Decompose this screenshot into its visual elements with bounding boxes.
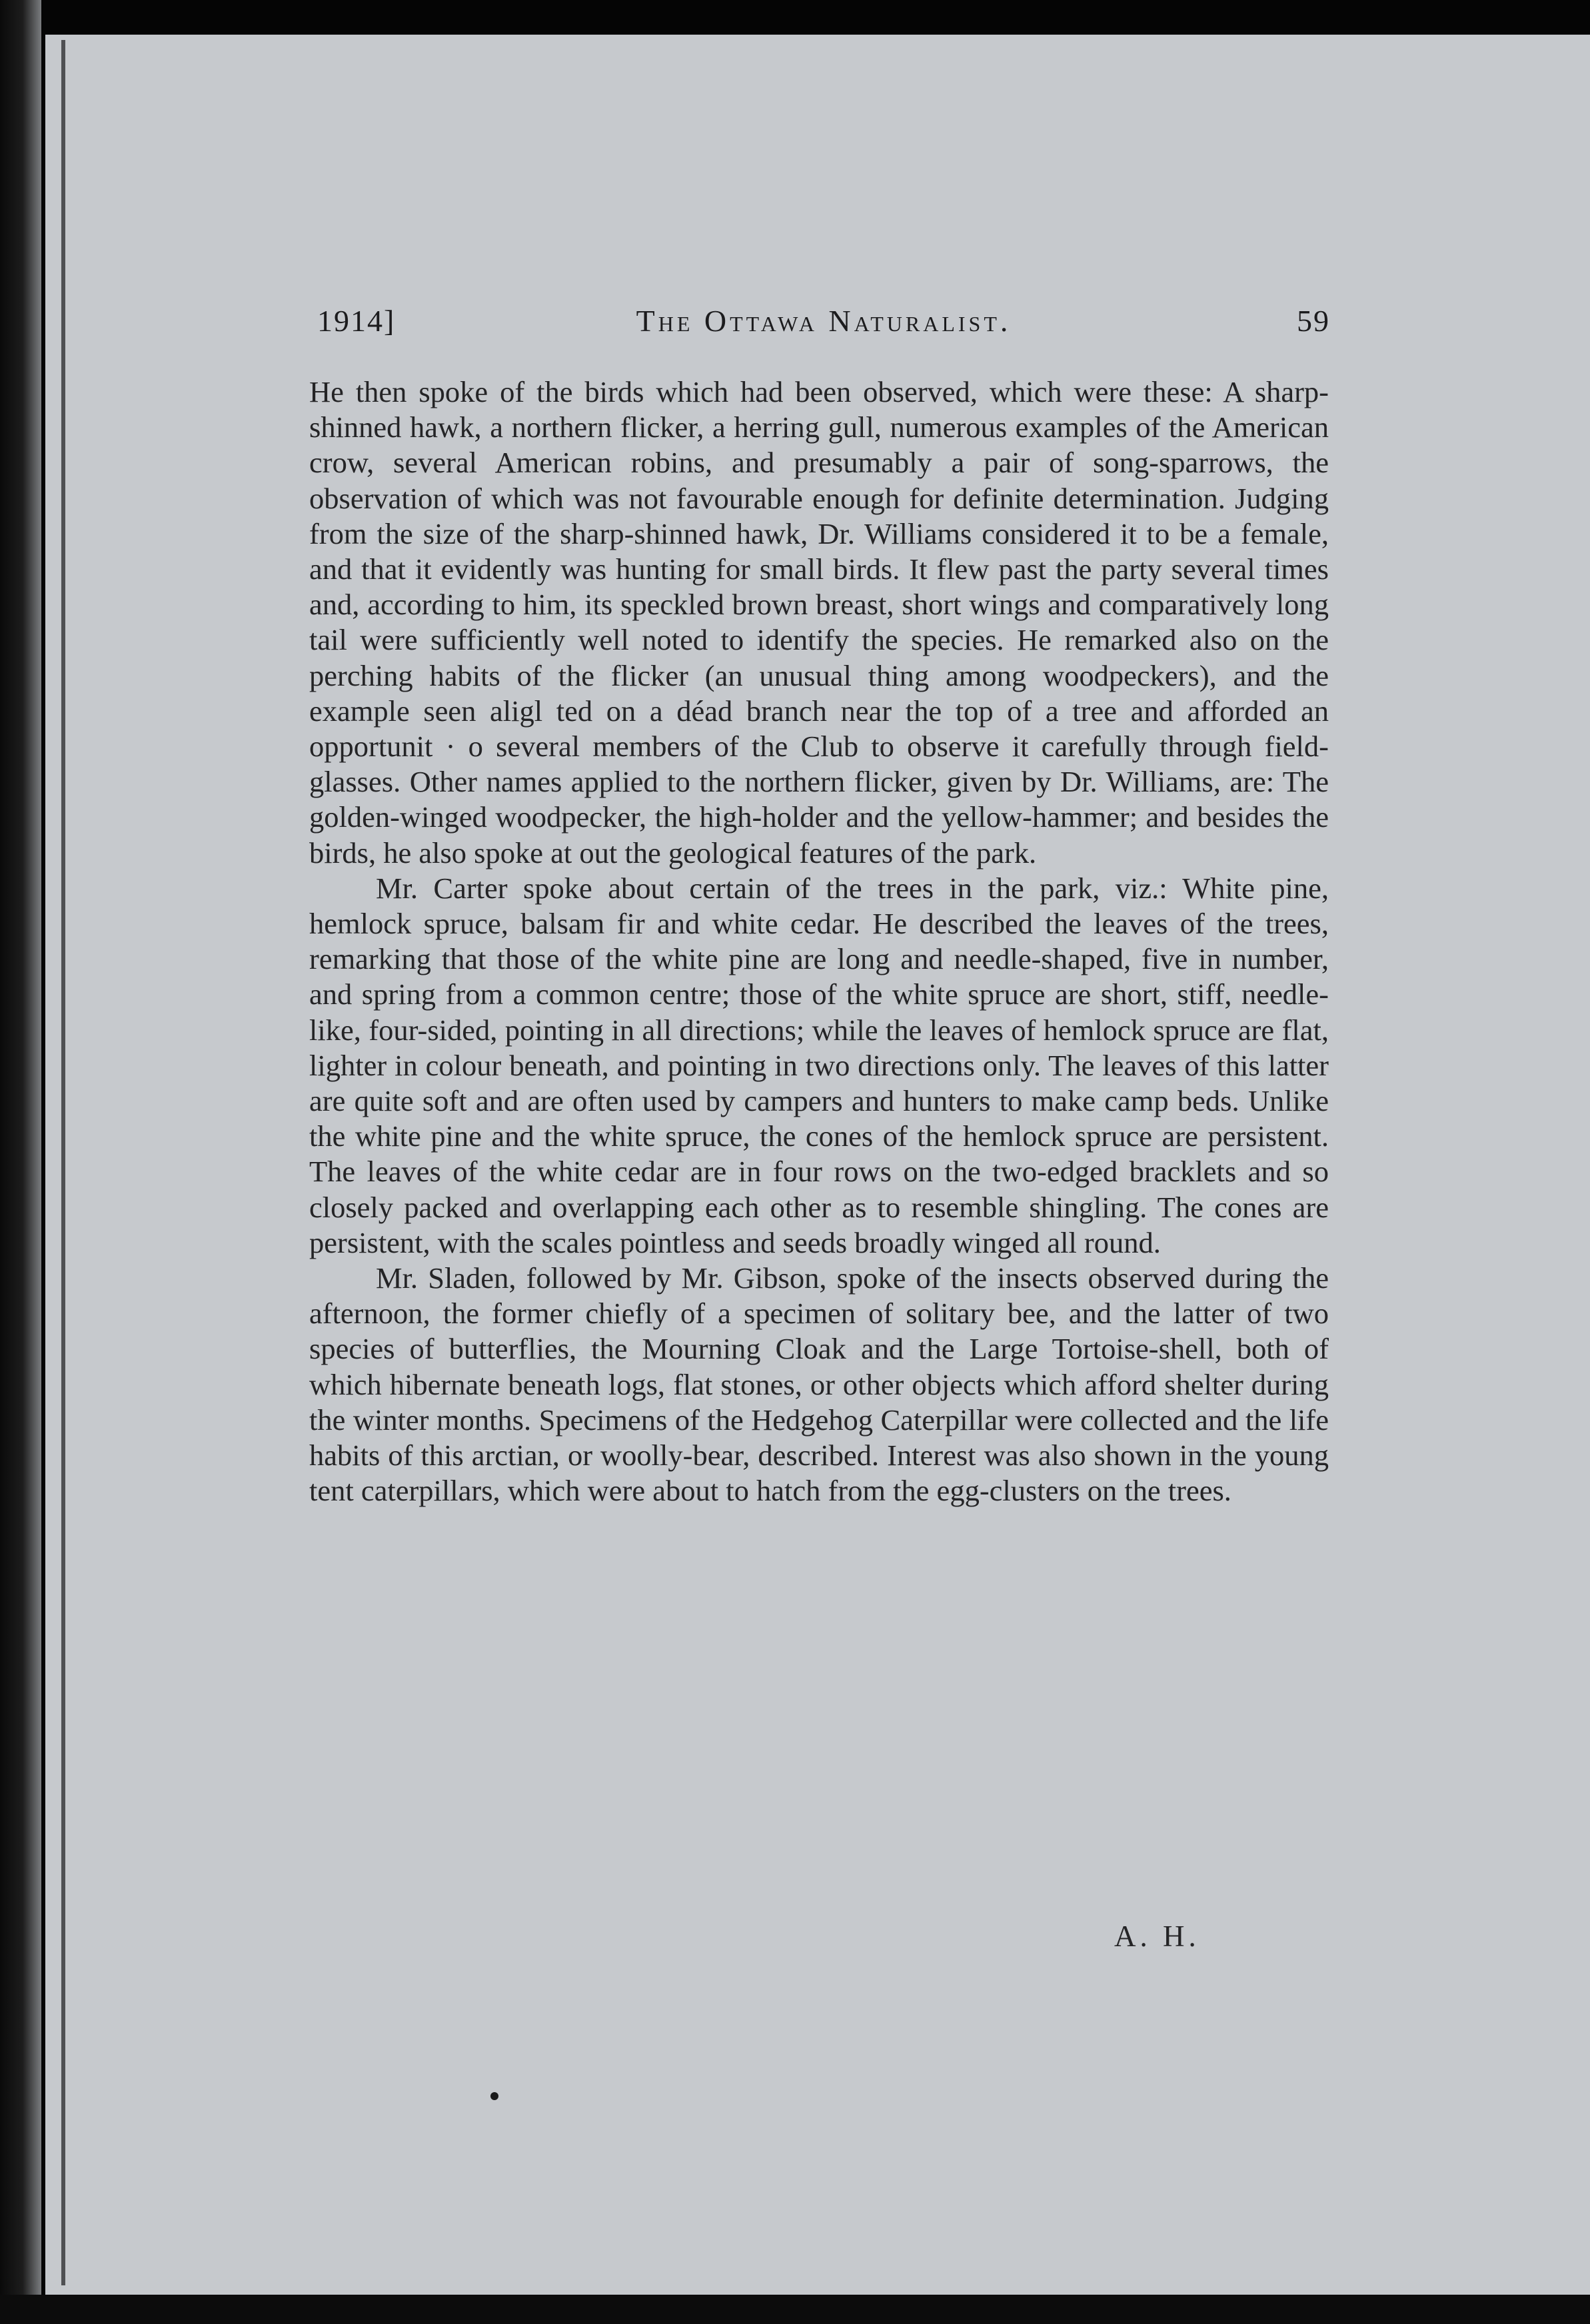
author-signature: A. H. [1114,1920,1200,1953]
page-number: 59 [1297,304,1330,338]
journal-title: The Ottawa Naturalist. [636,304,1012,338]
running-header [317,303,1330,350]
header-year: 1914] [317,304,396,338]
paragraph-trees: Mr. Carter spoke about certain of the trees in the park, viz.: White pine, hemlock spruce, balsam fir and white cedar. He described the leaves of the trees, remarking that those of the white pine are long and needle-shaped, five in number, and spring from a common centre; those of the white spruce are short, stiff, needle-like, four-sided, pointing in all directions; while the leaves of hemlock spruce are flat, lighter in colour beneath, and pointing in two directions only. The leaves of this latter are quite soft and are often used by campers and hunters to make camp beds. Unlike the white pine and the white spruce, the cones of the hemlock spruce are persistent. The leaves of the white cedar are in four rows on the two-edged bracklets and so closely packed and overlapping each other as to resemble shingling. The cones are persistent, with the scales pointless and seeds broadly winged all round. [309,871,1329,1259]
scan-border-bottom [0,2295,1590,2324]
paragraph-insects: Mr. Sladen, followed by Mr. Gibson, spoke of the insects observed during the afternoon, the former chiefly of a specimen of solitary bee, and the latter of two species of butterflies, the Mourning Cloak and the Large Tortoise-shell, both of which hibernate beneath logs, flat stones, or other objects which afford shelter during the winter months. Specimens of the Hedgehog Caterpillar were collected and the life habits of this arctian, or woolly-bear, described. Interest was also shown in the young tent caterpillars, which were about to hatch from the egg-clusters on the trees. [309,1261,1329,1508]
book-binding [0,0,41,2324]
paragraph-birds: He then spoke of the birds which had been observed, which were these: A sharp-shinned hawk, a northern flicker, a herring gull, numerous examples of the American crow, several American robins, and presumably a pair of song-sparrows, the observation of which was not favourable enough for definite determination. Judging from the size of the sharp-shinned hawk, Dr. Williams considered it to be a female, and that it evidently was hunting for small birds. It flew past the party several times and, according to him, its speckled brown breast, short wings and comparatively long tail were sufficiently well noted to identify the species. He remarked also on the perching habits of the flicker (an unusual thing among woodpeckers), and the example seen aligl ted on a déad branch near the top of a tree and afforded an opportunit · o several members of the Club to observe it carefully through field-glasses. Other names applied to the northern flicker, given by Dr. Williams, are: The golden-winged woodpecker, the high-holder and the yellow-hammer; and besides the birds, he also spoke at out the geological features of the park. [309,375,1329,870]
binding-edge-line [61,40,65,2285]
article-body [309,374,1329,1509]
paper-speck [490,2092,498,2100]
